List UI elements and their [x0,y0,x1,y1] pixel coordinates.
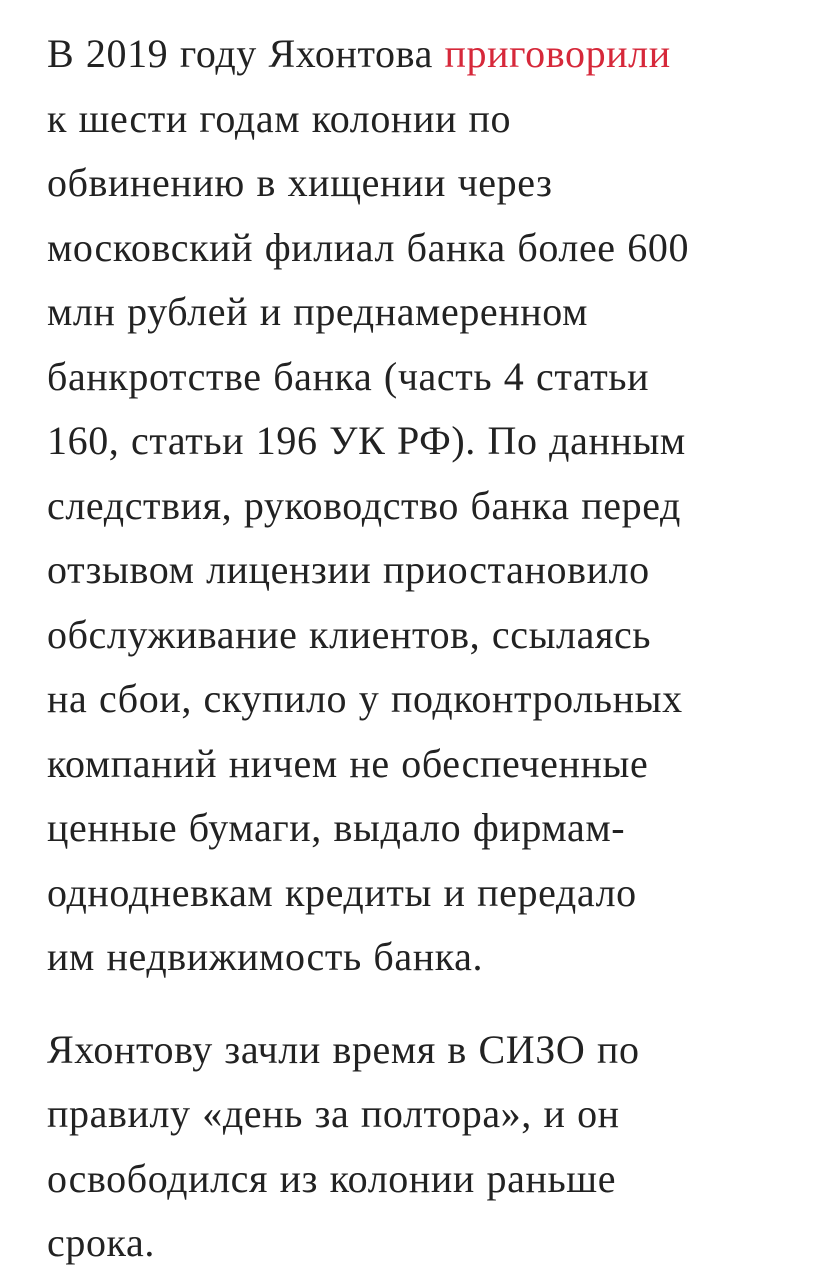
text-line: обвинению в хищении через [47,160,553,205]
text-line: компаний ничем не обеспеченные [47,740,649,786]
text-line: млн рублей и преднамеренном [47,289,589,334]
text-line: освободился из колонии раньше [47,1155,617,1201]
article-paragraph [47,1018,787,1276]
article-body [47,22,787,1276]
text-line: банкротстве банка (часть 4 статьи [47,353,650,399]
text-line: отзывом лицензии приостановило [47,547,650,592]
text-line: им недвижимость банка. [47,934,484,979]
text-line: московский филиал банка более 600 [47,224,690,270]
text-fragment: В 2019 году Яхонтова [47,31,445,76]
text-line: Яхонтову зачли время в СИЗО по [47,1026,640,1072]
text-line: срока. [47,1220,155,1265]
text-line: ценные бумаги, выдало фирмам- [47,805,626,850]
text-line [47,22,787,87]
text-line: 160, статьи 196 УК РФ). По данным [47,418,686,463]
text-line: к шести годам колонии по [47,95,512,141]
article-paragraph [47,22,787,990]
text-line: на сбои, скупило у подконтрольных [47,676,683,721]
text-line: обслуживание клиентов, ссылаясь [47,611,652,657]
text-line: однодневкам кредиты и передало [47,869,637,915]
text-line: правилу «день за полтора», и он [47,1091,620,1136]
sentence-link[interactable]: приговорили [444,31,671,76]
text-line: следствия, руководство банка перед [47,482,681,528]
